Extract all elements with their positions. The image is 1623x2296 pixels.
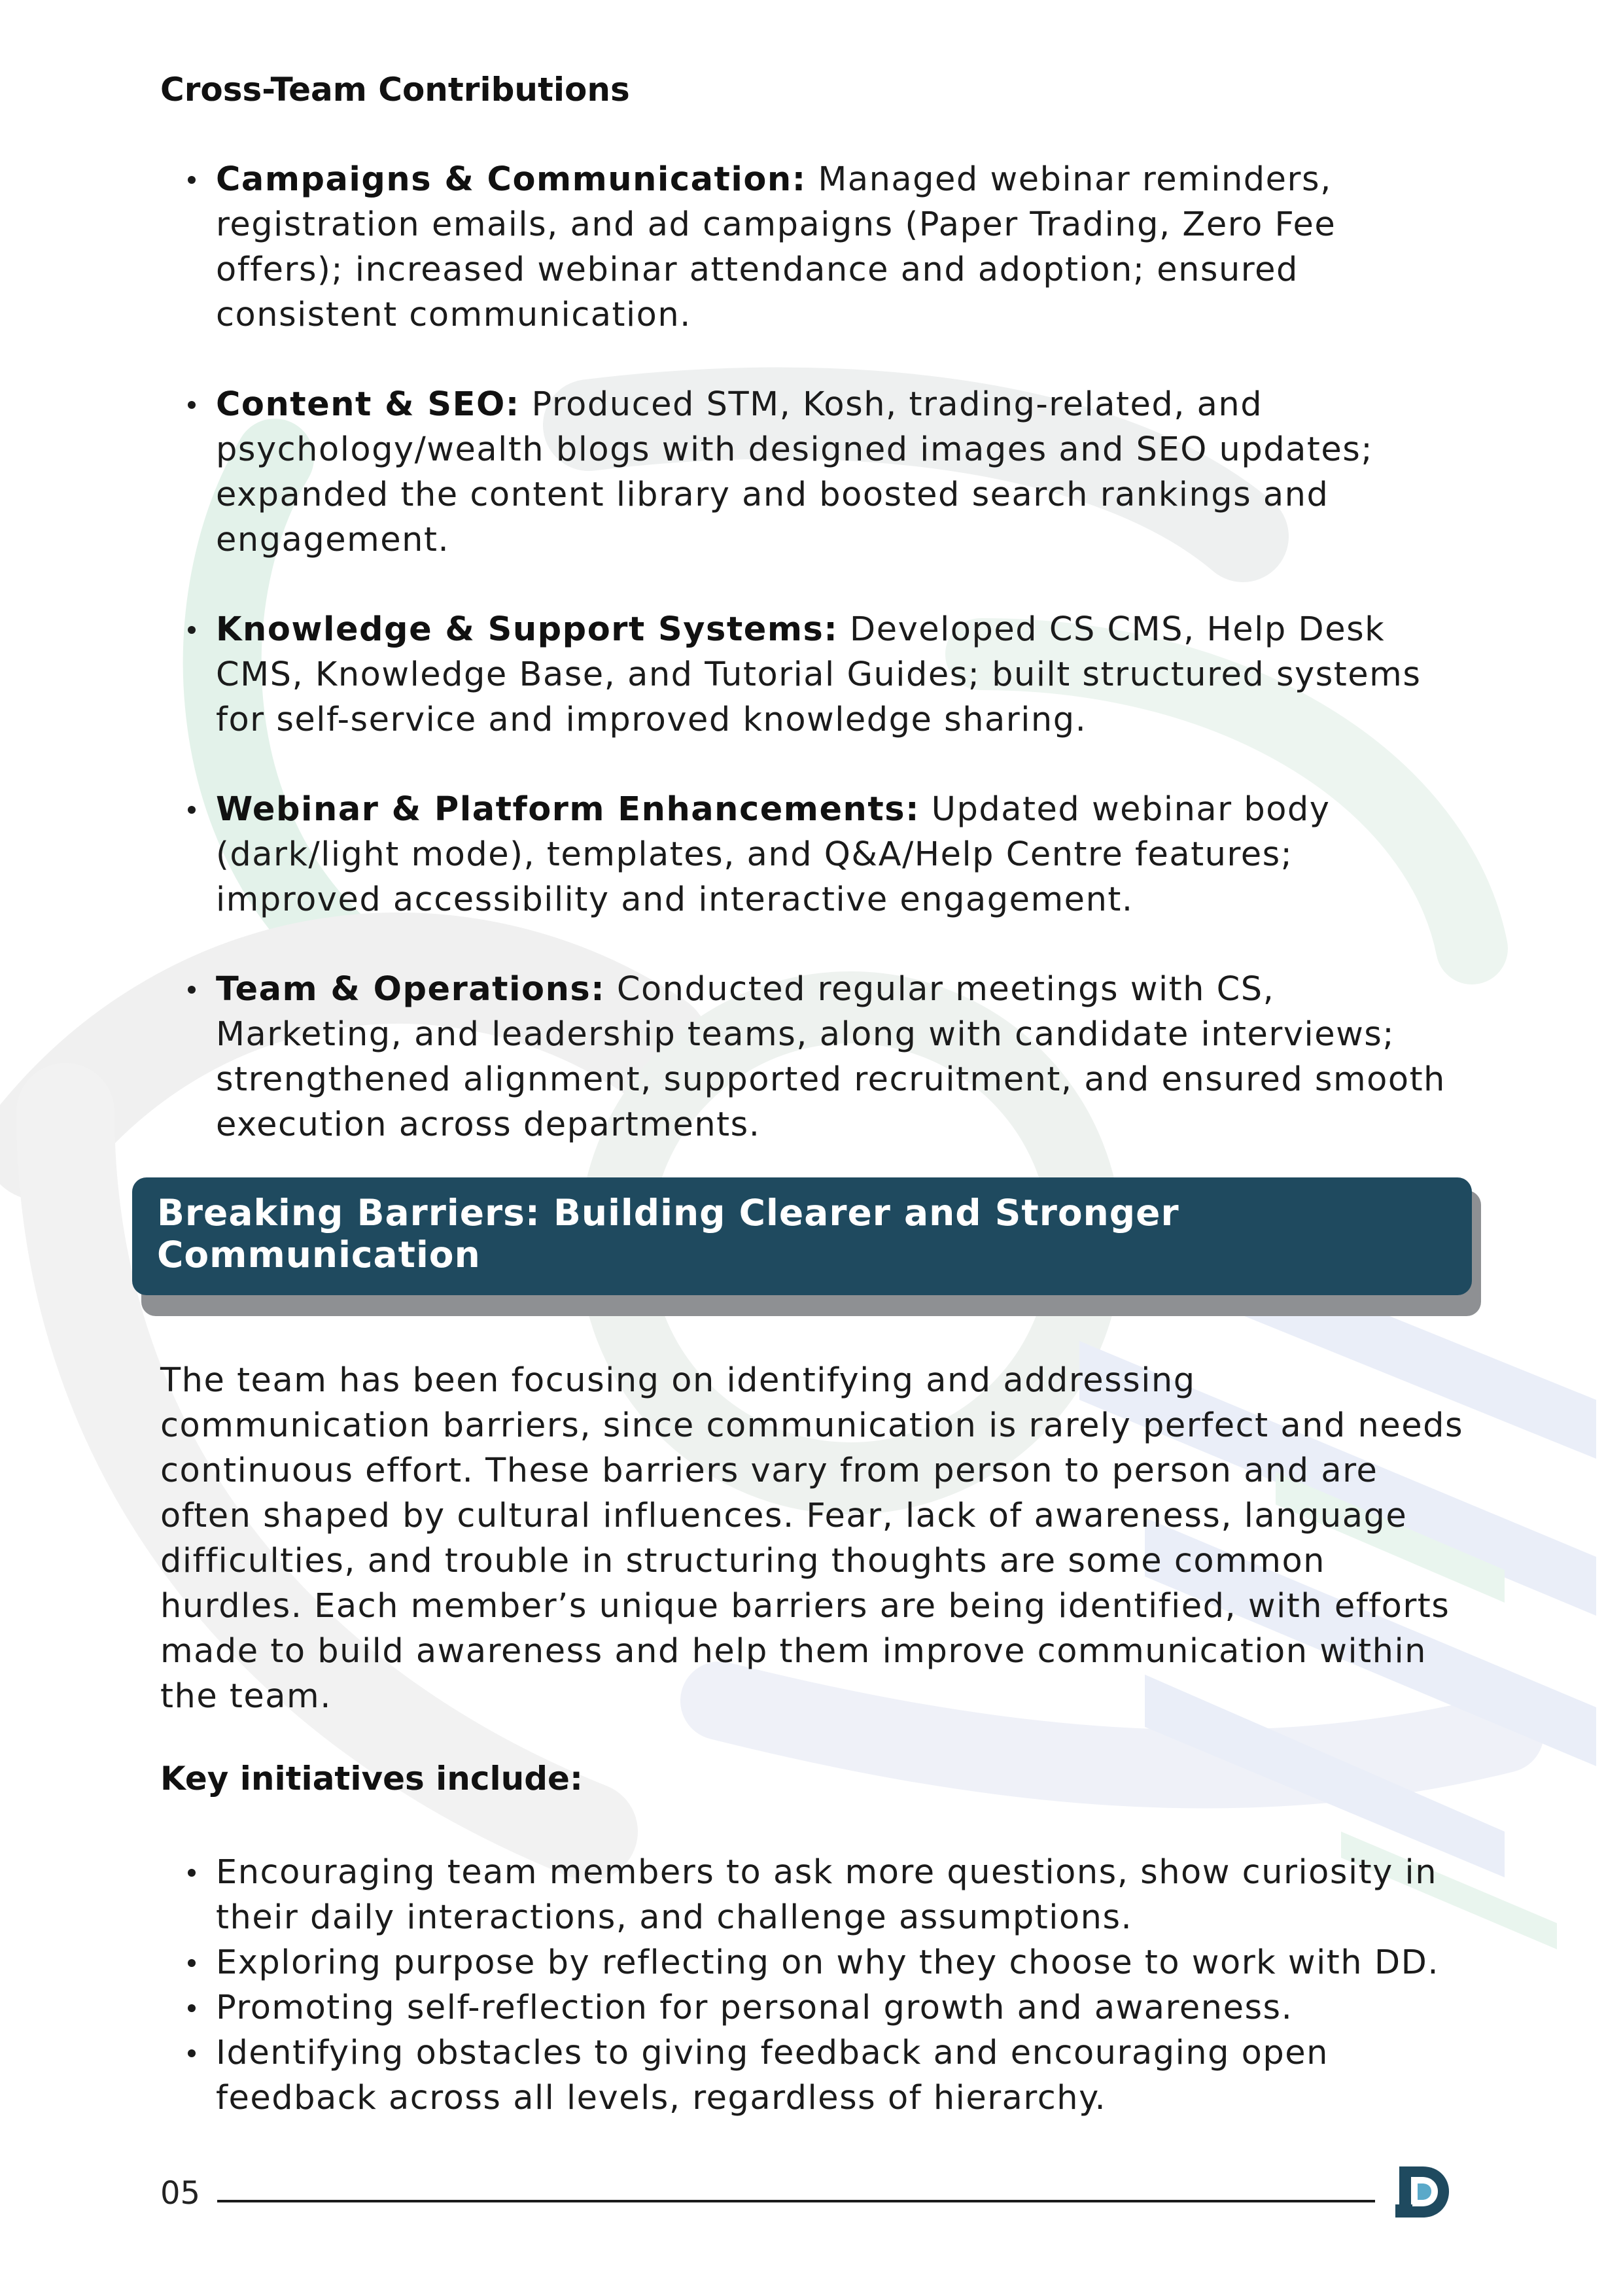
banner-title: Breaking Barriers: Building Clearer and Stronger Communication — [157, 1192, 1179, 1276]
list-item — [160, 157, 1469, 338]
initiatives-heading: Key initiatives include: — [160, 1760, 583, 1798]
initiatives-list — [160, 1850, 1469, 2121]
item-text: Managed webinar reminders, registration emails, and ad campaigns (Paper Trading, Zero Fee offers); increased webinar attendance and adoption; ensured consistent communication. — [216, 160, 1336, 334]
section-paragraph: The team has been focusing on identifying and addressing communication barriers, since communication is rarely perfect and needs continuous effort. These barriers vary from person to person and are often shaped by cultural influences. Fear, lack of awareness, language difficulties, and trouble in structuring thoughts are some common hurdles. Each member’s unique barriers are being identified, with efforts made to build awareness and help them improve communication within the team. — [160, 1361, 1464, 1716]
item-lead: Webinar & Platform Enhancements: — [216, 790, 920, 829]
page-number: 05 — [160, 2175, 201, 2212]
footer-divider — [217, 2200, 1375, 2202]
list-item — [160, 607, 1469, 742]
item-lead: Content & SEO: — [216, 385, 520, 424]
item-lead: Team & Operations: — [216, 970, 606, 1009]
list-item — [160, 382, 1469, 563]
list-item — [160, 967, 1469, 1147]
section-banner — [132, 1177, 1472, 1295]
item-text: Conducted regular meetings with CS, Marketing, and leadership teams, along with candidate interviews; strengthened alignment, supported recruitment, and ensured smooth execution across departments. — [216, 970, 1446, 1144]
item-text: Produced STM, Kosh, trading-related, and psychology/wealth blogs with designed images and SEO updates; expanded the content library and boosted search rankings and engagement. — [216, 385, 1373, 559]
item-text: Updated webinar body (dark/light mode), templates, and Q&A/Help Centre features; improved accessibility and interactive engagement. — [216, 790, 1331, 919]
list-item: Identifying obstacles to giving feedback and encouraging open feedback across all levels, regardless of hierarchy. — [160, 2030, 1469, 2121]
list-item: Encouraging team members to ask more questions, show curiosity in their daily interactions, and challenge assumptions. — [160, 1850, 1469, 1940]
item-lead: Campaigns & Communication: — [216, 160, 807, 199]
item-lead: Knowledge & Support Systems: — [216, 610, 839, 649]
section-heading-cross-team: Cross-Team Contributions — [160, 71, 630, 109]
list-item: Promoting self-reflection for personal growth and awareness. — [160, 1985, 1469, 2030]
contributions-list — [160, 157, 1469, 1192]
item-text: Developed CS CMS, Help Desk CMS, Knowledge Base, and Tutorial Guides; built structured systems for self-service and improved knowledge sharing. — [216, 610, 1422, 739]
list-item — [160, 787, 1469, 922]
company-logo-icon — [1390, 2159, 1456, 2224]
list-item: Exploring purpose by reflecting on why they choose to work with DD. — [160, 1940, 1469, 1985]
